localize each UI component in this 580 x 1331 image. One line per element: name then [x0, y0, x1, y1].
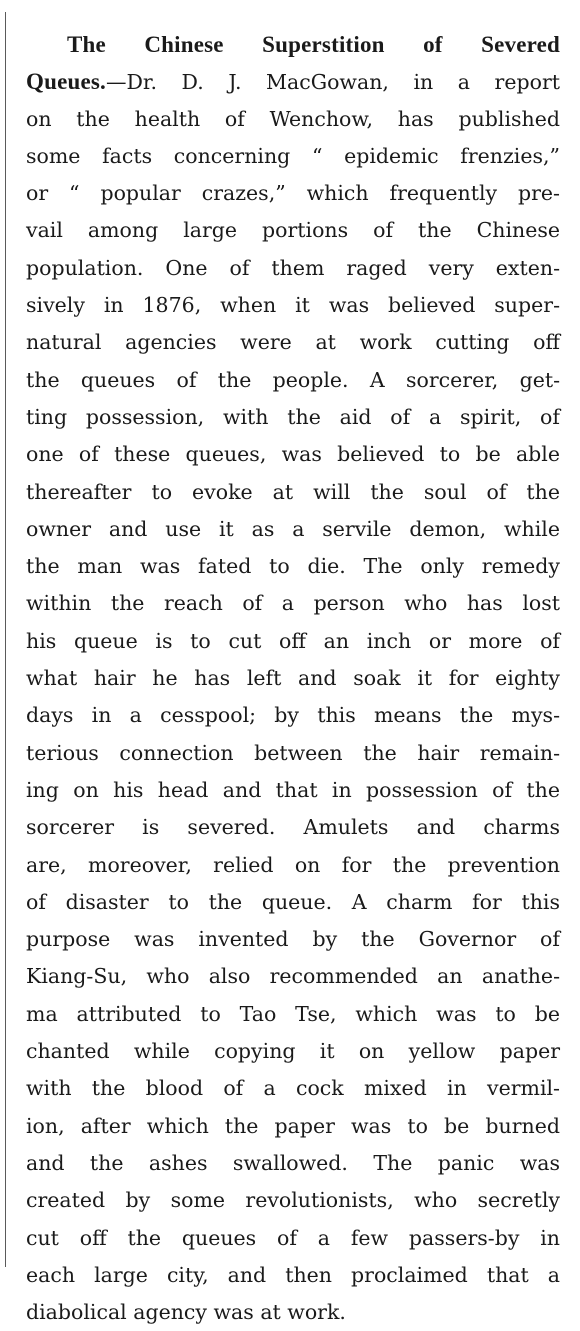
article-line: some facts concerning “ epidemic frenzies,”: [26, 143, 560, 168]
article-line: ma attributed to Tao Tse, which was to be: [26, 1001, 560, 1026]
article-line: purpose was invented by the Governor of: [26, 927, 560, 952]
article-line: one of these queues, was believed to be able: [26, 442, 560, 467]
article-line: of disaster to the queue. A charm for this: [26, 889, 560, 914]
article-text: —Dr. D. J. MacGowan, in a report: [106, 70, 560, 95]
article-line: population. One of them raged very exten-: [26, 255, 560, 280]
article-line: owner and use it as a servile demon, while: [26, 516, 560, 541]
article-line: chanted while copying it on yellow paper: [26, 1039, 560, 1064]
article-line: Kiang-Su, who also recommended an anathe-: [26, 964, 560, 989]
article-line: are, moreover, relied on for the prevention: [26, 852, 560, 877]
article-line: or “ popular crazes,” which frequently pre-: [26, 181, 560, 206]
article-line: vail among large portions of the Chinese: [26, 218, 560, 243]
article-line: and the ashes swallowed. The panic was: [26, 1150, 560, 1175]
article-title-continued: Queues.: [26, 69, 106, 95]
article-line: created by some revolutionists, who secretly: [26, 1188, 560, 1213]
article-line: [26, 63, 560, 100]
article-line: natural agencies were at work cutting off: [26, 330, 560, 355]
article-line: on the health of Wenchow, has published: [26, 106, 560, 131]
article-line: ting possession, with the aid of a spirit, of: [26, 404, 560, 429]
article-line: days in a cesspool; by this means the mys-: [26, 703, 560, 728]
article-line: sively in 1876, when it was believed super-: [26, 293, 560, 318]
article-line: thereafter to evoke at will the soul of the: [26, 479, 560, 504]
article-line: his queue is to cut off an inch or more of: [26, 628, 560, 653]
article-line: ing on his head and that in possession of the: [26, 777, 560, 802]
article-line: diabolical agency was at work.: [26, 1300, 346, 1325]
article-line: sorcerer is severed. Amulets and charms: [26, 815, 560, 840]
article-line: what hair he has left and soak it for eighty: [26, 666, 560, 691]
article-title: The Chinese Superstition of Severed: [67, 32, 560, 57]
article-line: cut off the queues of a few passers-by in: [26, 1225, 560, 1250]
article-line: with the blood of a cock mixed in vermil-: [26, 1076, 560, 1101]
article-line: each large city, and then proclaimed that a: [26, 1262, 560, 1287]
article: [26, 26, 560, 1331]
article-line: the man was fated to die. The only remedy: [26, 554, 560, 579]
article-line: terious connection between the hair remain-: [26, 740, 560, 765]
column-rule: [5, 12, 6, 1267]
article-title-line: [26, 26, 560, 63]
article-line: ion, after which the paper was to be burned: [26, 1113, 560, 1138]
article-line: the queues of the people. A sorcerer, get-: [26, 367, 560, 392]
article-line: within the reach of a person who has lost: [26, 591, 560, 616]
